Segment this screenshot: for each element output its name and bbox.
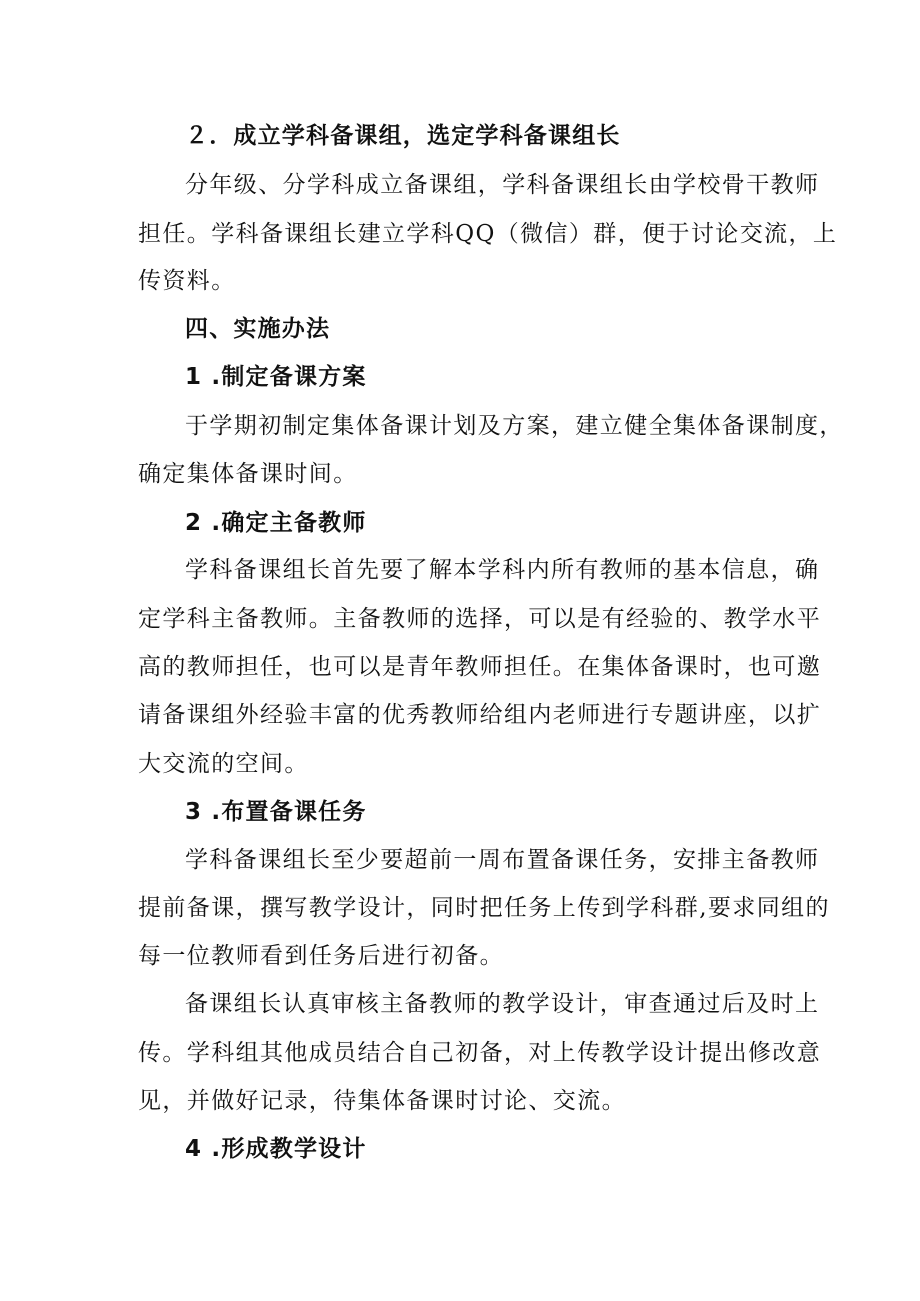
paragraph-line: 分年级、分学科成立备课组，学科备课组长由学校骨干教师: [185, 172, 820, 198]
paragraph-line: 传资料。: [138, 268, 236, 294]
paragraph-line: 学科备课组长至少要超前一周布置备课任务，安排主备教师: [185, 847, 820, 873]
paragraph-line: 大交流的空间。: [138, 751, 309, 777]
paragraph-line: 每一位教师看到任务后进行初备。: [138, 943, 504, 969]
section-heading-assign-tasks: 3 .布置备课任务: [185, 799, 367, 825]
paragraph-line: 学科备课组长首先要了解本学科内所有教师的基本信息，确: [185, 557, 820, 583]
paragraph-line: 高的教师担任，也可以是青年教师担任。在集体备课时，也可邀: [138, 654, 822, 680]
paragraph-line: 见，并做好记录，待集体备课时讨论、交流。: [138, 1088, 626, 1114]
section-heading-lead-teacher: 2 .确定主备教师: [185, 510, 367, 536]
section-heading-team-leader: ２．成立学科备课组，选定学科备课组长: [185, 123, 621, 149]
section-heading-plan: 1 .制定备课方案: [185, 364, 367, 390]
paragraph-line: 担任。学科备课组长建立学科QQ（微信）群，便于讨论交流，上: [138, 221, 838, 247]
section-heading-implementation: 四、实施办法: [185, 316, 331, 342]
paragraph-line: 定学科主备教师。主备教师的选择，可以是有经验的、教学水平: [138, 606, 822, 632]
paragraph-line: 请备课组外经验丰富的优秀教师给组内老师进行专题讲座，以扩: [138, 702, 822, 728]
paragraph-line: 备课组长认真审核主备教师的教学设计，审查通过后及时上: [185, 991, 820, 1017]
paragraph-line: 传。学科组其他成员结合自己初备，对上传教学设计提出修改意: [138, 1040, 822, 1066]
section-heading-teaching-design: 4 .形成教学设计: [185, 1136, 367, 1162]
paragraph-line: 确定集体备课时间。: [138, 461, 358, 487]
paragraph-line: 于学期初制定集体备课计划及方案，建立健全集体备课制度，: [185, 413, 844, 439]
paragraph-line: 提前备课，撰写教学设计，同时把任务上传到学科群,要求同组的: [138, 895, 830, 921]
